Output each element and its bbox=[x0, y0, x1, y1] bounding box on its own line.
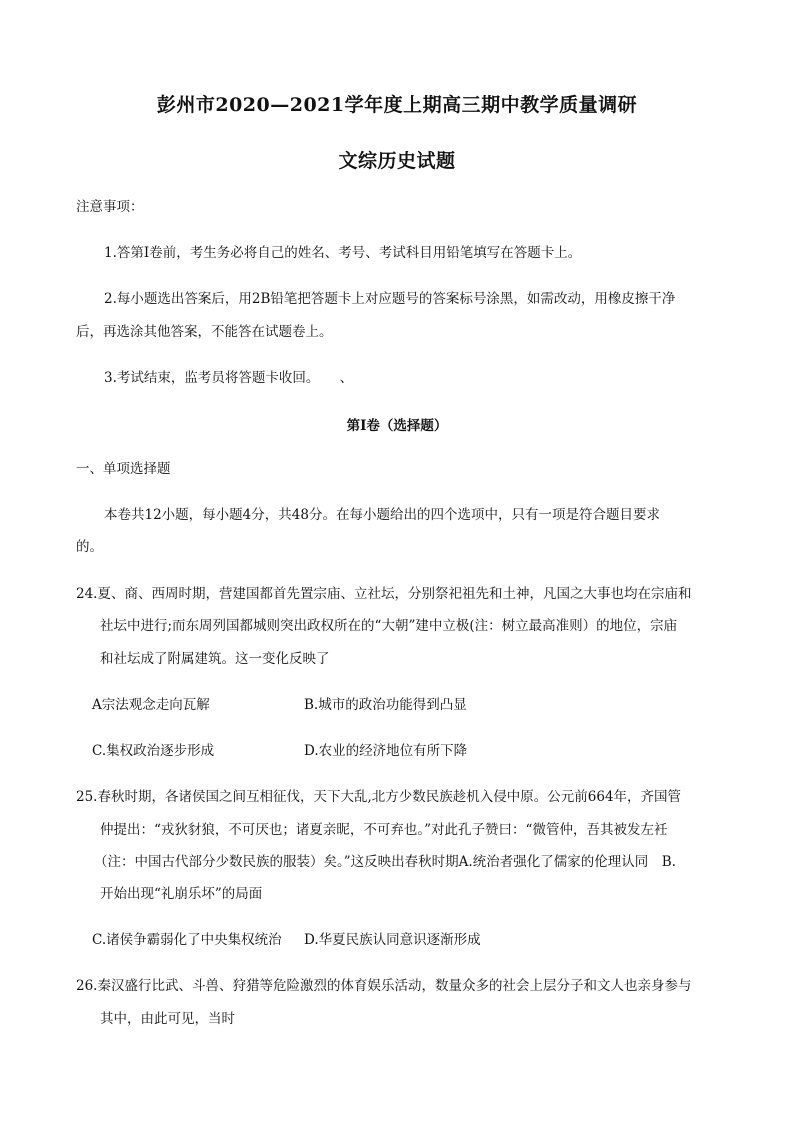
question-26-line-1: 26.秦汉盛行比武、斗兽、狩猎等危险激烈的体育娱乐活动，数量众多的社会上层分子和文人也亲身参与 bbox=[76, 978, 692, 994]
question-24-line-3: 和社坛成了附属建筑。这一变化反映了 bbox=[100, 651, 330, 667]
section-intro-line-2: 的。 bbox=[76, 539, 103, 555]
question-24-line-2: 社坛中进行;而东周列国都城则突出政权所在的“大朝”建中立极(注：树立最高准则）的地位，宗庙 bbox=[100, 618, 678, 634]
notice-heading: 注意事项： bbox=[76, 199, 144, 215]
question-26-line-2: 其中，由此可见，当时 bbox=[100, 1011, 235, 1027]
question-25-line-4: 开始出现“礼崩乐坏”的局面 bbox=[100, 886, 263, 902]
question-25-line-2: 仲提出：“戎狄豺狼，不可厌也；诸夏亲昵，不可弃也。”对此孔子赞曰：“微管仲，吾其被发左衽 bbox=[100, 822, 668, 838]
question-25-line-1: 25.春秋时期，各诸侯国之间互相征伐，天下大乱,北方少数民族趁机入侵中原。公元前664年，齐国管 bbox=[76, 789, 682, 805]
question-24-option-d: D.农业的经济地位有所下降 bbox=[304, 743, 468, 759]
question-24-option-a: A宗法观念走向瓦解 bbox=[92, 697, 210, 713]
notice-item-1: 1.答第Ⅰ卷前，考生务必将自己的姓名、考号、考试科目用铅笔填写在答题卡上。 bbox=[104, 245, 582, 261]
notice-item-3: 3.考试结束，监考员将答题卡收回。 、 bbox=[104, 370, 354, 386]
part-heading: 一、单项选择题 bbox=[76, 461, 171, 477]
question-25-line-3: （注：中国古代部分少数民族的服装）矣。”这反映出春秋时期A.统治者强化了儒家的伦理认同 B. bbox=[94, 854, 676, 870]
question-25-option-d: D.华夏民族认同意识逐渐形成 bbox=[304, 932, 481, 948]
question-25-option-c: C.诸侯争霸弱化了中央集权统治 bbox=[92, 932, 282, 948]
exam-title: 彭州市2020—2021学年度上期高三期中教学质量调研 bbox=[156, 94, 638, 116]
section-title: 第Ⅰ卷（选择题） bbox=[346, 418, 448, 434]
notice-item-2-line-1: 2.每小题选出答案后，用2B铅笔把答题卡上对应题号的答案标号涂黑，如需改动，用橡皮擦干净 bbox=[104, 291, 676, 307]
question-24-line-1: 24.夏、商、西周时期，营建国都首先置宗庙、立社坛，分别祭祀祖先和土神，凡国之大事也均在宗庙和 bbox=[76, 586, 692, 602]
notice-item-2-line-2: 后，再选涂其他答案，不能答在试题卷上。 bbox=[76, 324, 333, 340]
question-24-option-b: B.城市的政治功能得到凸显 bbox=[304, 697, 467, 713]
section-intro-line-1: 本卷共12小题，每小题4分，共48分。在每小题给出的四个选项中，只有一项是符合题目要求 bbox=[104, 507, 660, 523]
question-24-option-c: C.集权政治逐步形成 bbox=[92, 743, 215, 759]
exam-subtitle: 文综历史试题 bbox=[338, 150, 456, 172]
